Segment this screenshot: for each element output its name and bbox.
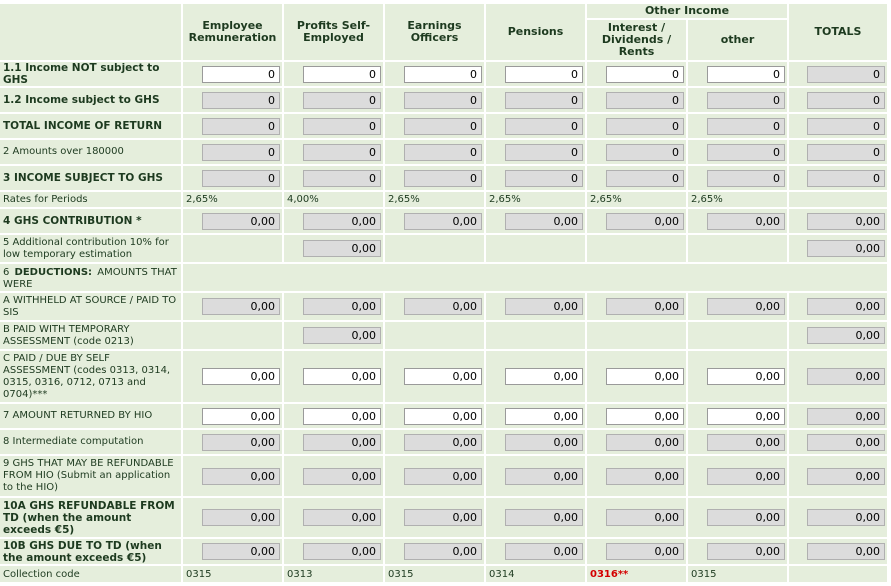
cell-2-amounts-over-180000-4	[486, 140, 585, 164]
cell-1-1-income-not-subject-to-ghs-5	[587, 62, 686, 86]
c-paid-due-by-self-assessment-codes-0313-input-1[interactable]	[202, 368, 280, 385]
cell-10b-ghs-due-to-td-when-the-amount-exceed-3	[385, 539, 484, 564]
rate-totals-empty	[789, 192, 887, 207]
cell-2-amounts-over-180000-2	[284, 140, 383, 164]
a-withheld-at-source-paid-to-sis-input-2[interactable]	[303, 298, 381, 315]
row-label: 5 Additional contribution 10% for low temporary estimation	[0, 235, 181, 262]
collection-label: Collection code	[0, 566, 181, 582]
cell-1-2-income-subject-to-ghs-2	[284, 88, 383, 112]
1-1-income-not-subject-to-ghs-input-5[interactable]	[606, 66, 684, 83]
cell-b-paid-with-temporary-assessment-code-02-2	[284, 322, 383, 349]
cell-1-1-income-not-subject-to-ghs-2	[284, 62, 383, 86]
cell-3-income-subject-to-ghs-7	[789, 166, 887, 190]
cell-8-intermediate-computation-3	[385, 430, 484, 454]
10b-ghs-due-to-td-when-the-amount-exceed-input-4[interactable]	[505, 543, 583, 560]
total-income-of-return-input-4[interactable]	[505, 118, 583, 135]
cell-10a-ghs-refundable-from-td-when-the-amou-4	[486, 498, 585, 537]
cell-total-income-of-return-2	[284, 114, 383, 138]
rate-value-2: 4,00%	[284, 192, 383, 207]
cell-7-amount-returned-by-hio-2	[284, 404, 383, 428]
cell-10b-ghs-due-to-td-when-the-amount-exceed-6	[688, 539, 787, 564]
row-label: 1.1 Income NOT subject to GHS	[0, 62, 181, 86]
9-ghs-that-may-be-refundable-from-hio-su-input-3[interactable]	[404, 468, 482, 485]
4-ghs-contribution-input-1[interactable]	[202, 213, 280, 230]
cell-10a-ghs-refundable-from-td-when-the-amou-3	[385, 498, 484, 537]
cell-total-income-of-return-4	[486, 114, 585, 138]
a-withheld-at-source-paid-to-sis-input-5[interactable]	[606, 298, 684, 315]
cell-4-ghs-contribution-6	[688, 209, 787, 233]
row-label: 10A GHS REFUNDABLE FROM TD (when the amount exceeds €5)	[0, 498, 181, 537]
1-2-income-subject-to-ghs-input-7[interactable]	[807, 92, 885, 109]
collection-totals-empty	[789, 566, 887, 582]
7-amount-returned-by-hio-input-3[interactable]	[404, 408, 482, 425]
7-amount-returned-by-hio-input-2[interactable]	[303, 408, 381, 425]
5-additional-contribution-10-for-low-tem-input-7[interactable]	[807, 240, 885, 257]
8-intermediate-computation-input-5[interactable]	[606, 434, 684, 451]
1-1-income-not-subject-to-ghs-input-7[interactable]	[807, 66, 885, 83]
cell-a-withheld-at-source-paid-to-sis-6	[688, 293, 787, 320]
10a-ghs-refundable-from-td-when-the-amou-input-5[interactable]	[606, 509, 684, 526]
row-label: 9 GHS THAT MAY BE REFUNDABLE FROM HIO (Submit an application to the HIO)	[0, 456, 181, 496]
cell-2-amounts-over-180000-3	[385, 140, 484, 164]
cell-8-intermediate-computation-2	[284, 430, 383, 454]
4-ghs-contribution-input-5[interactable]	[606, 213, 684, 230]
1-2-income-subject-to-ghs-input-3[interactable]	[404, 92, 482, 109]
1-2-income-subject-to-ghs-input-6[interactable]	[707, 92, 785, 109]
c-paid-due-by-self-assessment-codes-0313-input-7[interactable]	[807, 368, 885, 385]
10a-ghs-refundable-from-td-when-the-amou-input-4[interactable]	[505, 509, 583, 526]
cell-b-paid-with-temporary-assessment-code-02-1	[183, 322, 282, 349]
2-amounts-over-180000-input-7[interactable]	[807, 144, 885, 161]
2-amounts-over-180000-input-6[interactable]	[707, 144, 785, 161]
c-paid-due-by-self-assessment-codes-0313-input-5[interactable]	[606, 368, 684, 385]
deductions-title: DEDUCTIONS:	[14, 267, 93, 278]
2-amounts-over-180000-input-1[interactable]	[202, 144, 280, 161]
cell-7-amount-returned-by-hio-6	[688, 404, 787, 428]
10a-ghs-refundable-from-td-when-the-amou-input-2[interactable]	[303, 509, 381, 526]
cell-a-withheld-at-source-paid-to-sis-1	[183, 293, 282, 320]
3-income-subject-to-ghs-input-4[interactable]	[505, 170, 583, 187]
cell-5-additional-contribution-10-for-low-tem-6	[688, 235, 787, 262]
4-ghs-contribution-input-4[interactable]	[505, 213, 583, 230]
8-intermediate-computation-input-1[interactable]	[202, 434, 280, 451]
b-paid-with-temporary-assessment-code-02-input-7[interactable]	[807, 327, 885, 344]
c-paid-due-by-self-assessment-codes-0313-input-6[interactable]	[707, 368, 785, 385]
2-amounts-over-180000-input-5[interactable]	[606, 144, 684, 161]
10a-ghs-refundable-from-td-when-the-amou-input-1[interactable]	[202, 509, 280, 526]
total-income-of-return-input-1[interactable]	[202, 118, 280, 135]
cell-total-income-of-return-6	[688, 114, 787, 138]
row-label: 1.2 Income subject to GHS	[0, 88, 181, 112]
column-header-pensions: Pensions	[486, 4, 585, 60]
column-group-other-income: Other Income	[587, 4, 787, 18]
9-ghs-that-may-be-refundable-from-hio-su-input-7[interactable]	[807, 468, 885, 485]
7-amount-returned-by-hio-input-1[interactable]	[202, 408, 280, 425]
10b-ghs-due-to-td-when-the-amount-exceed-input-2[interactable]	[303, 543, 381, 560]
deductions-prefix: 6	[3, 267, 13, 278]
cell-1-1-income-not-subject-to-ghs-6	[688, 62, 787, 86]
cell-c-paid-due-by-self-assessment-codes-0313-6	[688, 351, 787, 402]
cell-total-income-of-return-7	[789, 114, 887, 138]
8-intermediate-computation-input-6[interactable]	[707, 434, 785, 451]
10a-ghs-refundable-from-td-when-the-amou-input-7[interactable]	[807, 509, 885, 526]
rate-value-1: 2,65%	[183, 192, 282, 207]
cell-8-intermediate-computation-1	[183, 430, 282, 454]
cell-3-income-subject-to-ghs-6	[688, 166, 787, 190]
cell-4-ghs-contribution-5	[587, 209, 686, 233]
3-income-subject-to-ghs-input-2[interactable]	[303, 170, 381, 187]
total-income-of-return-input-3[interactable]	[404, 118, 482, 135]
1-1-income-not-subject-to-ghs-input-1[interactable]	[202, 66, 280, 83]
header-corner	[0, 4, 181, 60]
rate-value-3: 2,65%	[385, 192, 484, 207]
cell-10a-ghs-refundable-from-td-when-the-amou-5	[587, 498, 686, 537]
column-header-totals: TOTALS	[789, 4, 887, 60]
column-header-interest-dividends-rents: Interest / Dividends / Rents	[587, 20, 686, 60]
cell-4-ghs-contribution-4	[486, 209, 585, 233]
10b-ghs-due-to-td-when-the-amount-exceed-input-6[interactable]	[707, 543, 785, 560]
cell-9-ghs-that-may-be-refundable-from-hio-su-7	[789, 456, 887, 496]
collection-code-6: 0315	[688, 566, 787, 582]
cell-total-income-of-return-3	[385, 114, 484, 138]
3-income-subject-to-ghs-input-6[interactable]	[707, 170, 785, 187]
cell-b-paid-with-temporary-assessment-code-02-6	[688, 322, 787, 349]
2-amounts-over-180000-input-3[interactable]	[404, 144, 482, 161]
deductions-spacer	[183, 264, 887, 291]
3-income-subject-to-ghs-input-1[interactable]	[202, 170, 280, 187]
total-income-of-return-input-7[interactable]	[807, 118, 885, 135]
cell-1-1-income-not-subject-to-ghs-4	[486, 62, 585, 86]
total-income-of-return-input-5[interactable]	[606, 118, 684, 135]
cell-c-paid-due-by-self-assessment-codes-0313-3	[385, 351, 484, 402]
9-ghs-that-may-be-refundable-from-hio-su-input-2[interactable]	[303, 468, 381, 485]
cell-5-additional-contribution-10-for-low-tem-3	[385, 235, 484, 262]
10a-ghs-refundable-from-td-when-the-amou-input-3[interactable]	[404, 509, 482, 526]
cell-4-ghs-contribution-2	[284, 209, 383, 233]
b-paid-with-temporary-assessment-code-02-input-2[interactable]	[303, 327, 381, 344]
a-withheld-at-source-paid-to-sis-input-7[interactable]	[807, 298, 885, 315]
deductions-heading	[0, 264, 181, 291]
cell-total-income-of-return-1	[183, 114, 282, 138]
cell-9-ghs-that-may-be-refundable-from-hio-su-1	[183, 456, 282, 496]
cell-10a-ghs-refundable-from-td-when-the-amou-7	[789, 498, 887, 537]
1-2-income-subject-to-ghs-input-2[interactable]	[303, 92, 381, 109]
cell-1-2-income-subject-to-ghs-6	[688, 88, 787, 112]
cell-1-2-income-subject-to-ghs-7	[789, 88, 887, 112]
c-paid-due-by-self-assessment-codes-0313-input-3[interactable]	[404, 368, 482, 385]
cell-10a-ghs-refundable-from-td-when-the-amou-2	[284, 498, 383, 537]
cell-8-intermediate-computation-7	[789, 430, 887, 454]
collection-code-4: 0314	[486, 566, 585, 582]
row-label: 4 GHS CONTRIBUTION *	[0, 209, 181, 233]
7-amount-returned-by-hio-input-7[interactable]	[807, 408, 885, 425]
8-intermediate-computation-input-2[interactable]	[303, 434, 381, 451]
cell-2-amounts-over-180000-1	[183, 140, 282, 164]
4-ghs-contribution-input-3[interactable]	[404, 213, 482, 230]
1-1-income-not-subject-to-ghs-input-4[interactable]	[505, 66, 583, 83]
cell-5-additional-contribution-10-for-low-tem-7	[789, 235, 887, 262]
cell-7-amount-returned-by-hio-4	[486, 404, 585, 428]
row-label: B PAID WITH TEMPORARY ASSESSMENT (code 0213)	[0, 322, 181, 349]
cell-1-2-income-subject-to-ghs-4	[486, 88, 585, 112]
a-withheld-at-source-paid-to-sis-input-4[interactable]	[505, 298, 583, 315]
cell-9-ghs-that-may-be-refundable-from-hio-su-4	[486, 456, 585, 496]
row-label: 10B GHS DUE TO TD (when the amount exceeds €5)	[0, 539, 181, 564]
cell-7-amount-returned-by-hio-7	[789, 404, 887, 428]
3-income-subject-to-ghs-input-3[interactable]	[404, 170, 482, 187]
row-label: TOTAL INCOME OF RETURN	[0, 114, 181, 138]
9-ghs-that-may-be-refundable-from-hio-su-input-1[interactable]	[202, 468, 280, 485]
collection-code-1: 0315	[183, 566, 282, 582]
cell-8-intermediate-computation-6	[688, 430, 787, 454]
10b-ghs-due-to-td-when-the-amount-exceed-input-5[interactable]	[606, 543, 684, 560]
cell-1-1-income-not-subject-to-ghs-1	[183, 62, 282, 86]
cell-9-ghs-that-may-be-refundable-from-hio-su-6	[688, 456, 787, 496]
8-intermediate-computation-input-7[interactable]	[807, 434, 885, 451]
cell-a-withheld-at-source-paid-to-sis-7	[789, 293, 887, 320]
cell-5-additional-contribution-10-for-low-tem-5	[587, 235, 686, 262]
7-amount-returned-by-hio-input-6[interactable]	[707, 408, 785, 425]
cell-b-paid-with-temporary-assessment-code-02-4	[486, 322, 585, 349]
collection-code-2: 0313	[284, 566, 383, 582]
cell-3-income-subject-to-ghs-4	[486, 166, 585, 190]
cell-10a-ghs-refundable-from-td-when-the-amou-1	[183, 498, 282, 537]
cell-10a-ghs-refundable-from-td-when-the-amou-6	[688, 498, 787, 537]
deductions-subtitle: AMOUNTS THAT WERE	[3, 267, 177, 290]
cell-2-amounts-over-180000-6	[688, 140, 787, 164]
cell-c-paid-due-by-self-assessment-codes-0313-2	[284, 351, 383, 402]
1-1-income-not-subject-to-ghs-input-2[interactable]	[303, 66, 381, 83]
cell-b-paid-with-temporary-assessment-code-02-5	[587, 322, 686, 349]
rates-label: Rates for Periods	[0, 192, 181, 207]
a-withheld-at-source-paid-to-sis-input-1[interactable]	[202, 298, 280, 315]
2-amounts-over-180000-input-2[interactable]	[303, 144, 381, 161]
cell-b-paid-with-temporary-assessment-code-02-3	[385, 322, 484, 349]
7-amount-returned-by-hio-input-5[interactable]	[606, 408, 684, 425]
cell-a-withheld-at-source-paid-to-sis-3	[385, 293, 484, 320]
cell-b-paid-with-temporary-assessment-code-02-7	[789, 322, 887, 349]
1-2-income-subject-to-ghs-input-4[interactable]	[505, 92, 583, 109]
cell-a-withheld-at-source-paid-to-sis-4	[486, 293, 585, 320]
cell-c-paid-due-by-self-assessment-codes-0313-4	[486, 351, 585, 402]
cell-5-additional-contribution-10-for-low-tem-4	[486, 235, 585, 262]
10a-ghs-refundable-from-td-when-the-amou-input-6[interactable]	[707, 509, 785, 526]
c-paid-due-by-self-assessment-codes-0313-input-2[interactable]	[303, 368, 381, 385]
cell-c-paid-due-by-self-assessment-codes-0313-7	[789, 351, 887, 402]
cell-1-2-income-subject-to-ghs-1	[183, 88, 282, 112]
cell-7-amount-returned-by-hio-3	[385, 404, 484, 428]
rate-value-4: 2,65%	[486, 192, 585, 207]
cell-c-paid-due-by-self-assessment-codes-0313-1	[183, 351, 282, 402]
cell-3-income-subject-to-ghs-1	[183, 166, 282, 190]
4-ghs-contribution-input-2[interactable]	[303, 213, 381, 230]
a-withheld-at-source-paid-to-sis-input-6[interactable]	[707, 298, 785, 315]
cell-2-amounts-over-180000-5	[587, 140, 686, 164]
cell-10b-ghs-due-to-td-when-the-amount-exceed-2	[284, 539, 383, 564]
cell-8-intermediate-computation-4	[486, 430, 585, 454]
cell-3-income-subject-to-ghs-2	[284, 166, 383, 190]
cell-1-2-income-subject-to-ghs-3	[385, 88, 484, 112]
cell-4-ghs-contribution-7	[789, 209, 887, 233]
cell-a-withheld-at-source-paid-to-sis-2	[284, 293, 383, 320]
1-1-income-not-subject-to-ghs-input-3[interactable]	[404, 66, 482, 83]
cell-4-ghs-contribution-1	[183, 209, 282, 233]
3-income-subject-to-ghs-input-5[interactable]	[606, 170, 684, 187]
7-amount-returned-by-hio-input-4[interactable]	[505, 408, 583, 425]
cell-7-amount-returned-by-hio-5	[587, 404, 686, 428]
cell-c-paid-due-by-self-assessment-codes-0313-5	[587, 351, 686, 402]
total-income-of-return-input-2[interactable]	[303, 118, 381, 135]
9-ghs-that-may-be-refundable-from-hio-su-input-6[interactable]	[707, 468, 785, 485]
cell-3-income-subject-to-ghs-3	[385, 166, 484, 190]
collection-code-3: 0315	[385, 566, 484, 582]
column-header-other: other	[688, 20, 787, 60]
row-label: 3 INCOME SUBJECT TO GHS	[0, 166, 181, 190]
cell-10b-ghs-due-to-td-when-the-amount-exceed-5	[587, 539, 686, 564]
column-header-earnings-officers: Earnings Officers	[385, 4, 484, 60]
rate-value-6: 2,65%	[688, 192, 787, 207]
9-ghs-that-may-be-refundable-from-hio-su-input-5[interactable]	[606, 468, 684, 485]
cell-10b-ghs-due-to-td-when-the-amount-exceed-4	[486, 539, 585, 564]
a-withheld-at-source-paid-to-sis-input-3[interactable]	[404, 298, 482, 315]
10b-ghs-due-to-td-when-the-amount-exceed-input-3[interactable]	[404, 543, 482, 560]
row-label: 2 Amounts over 180000	[0, 140, 181, 164]
cell-a-withheld-at-source-paid-to-sis-5	[587, 293, 686, 320]
collection-code-5: 0316**	[587, 566, 686, 582]
1-2-income-subject-to-ghs-input-5[interactable]	[606, 92, 684, 109]
8-intermediate-computation-input-3[interactable]	[404, 434, 482, 451]
c-paid-due-by-self-assessment-codes-0313-input-4[interactable]	[505, 368, 583, 385]
4-ghs-contribution-input-7[interactable]	[807, 213, 885, 230]
row-label: 8 Intermediate computation	[0, 430, 181, 454]
rate-value-5: 2,65%	[587, 192, 686, 207]
cell-1-2-income-subject-to-ghs-5	[587, 88, 686, 112]
2-amounts-over-180000-input-4[interactable]	[505, 144, 583, 161]
row-label: C PAID / DUE BY SELF ASSESSMENT (codes 0313, 0314, 0315, 0316, 0712, 0713 and 0704)***	[0, 351, 181, 402]
4-ghs-contribution-input-6[interactable]	[707, 213, 785, 230]
10b-ghs-due-to-td-when-the-amount-exceed-input-1[interactable]	[202, 543, 280, 560]
cell-9-ghs-that-may-be-refundable-from-hio-su-2	[284, 456, 383, 496]
cell-1-1-income-not-subject-to-ghs-7	[789, 62, 887, 86]
cell-10b-ghs-due-to-td-when-the-amount-exceed-1	[183, 539, 282, 564]
cell-5-additional-contribution-10-for-low-tem-1	[183, 235, 282, 262]
5-additional-contribution-10-for-low-tem-input-2[interactable]	[303, 240, 381, 257]
cell-total-income-of-return-5	[587, 114, 686, 138]
1-2-income-subject-to-ghs-input-1[interactable]	[202, 92, 280, 109]
cell-1-1-income-not-subject-to-ghs-3	[385, 62, 484, 86]
row-label: A WITHHELD AT SOURCE / PAID TO SIS	[0, 293, 181, 320]
3-income-subject-to-ghs-input-7[interactable]	[807, 170, 885, 187]
total-income-of-return-input-6[interactable]	[707, 118, 785, 135]
1-1-income-not-subject-to-ghs-input-6[interactable]	[707, 66, 785, 83]
8-intermediate-computation-input-4[interactable]	[505, 434, 583, 451]
9-ghs-that-may-be-refundable-from-hio-su-input-4[interactable]	[505, 468, 583, 485]
row-label: 7 AMOUNT RETURNED BY HIO	[0, 404, 181, 428]
cell-8-intermediate-computation-5	[587, 430, 686, 454]
cell-10b-ghs-due-to-td-when-the-amount-exceed-7	[789, 539, 887, 564]
cell-9-ghs-that-may-be-refundable-from-hio-su-3	[385, 456, 484, 496]
column-header-employee-remuneration: Employee Remuneration	[183, 4, 282, 60]
column-header-profits-self-employed: Profits Self-Employed	[284, 4, 383, 60]
cell-7-amount-returned-by-hio-1	[183, 404, 282, 428]
cell-4-ghs-contribution-3	[385, 209, 484, 233]
cell-5-additional-contribution-10-for-low-tem-2	[284, 235, 383, 262]
cell-3-income-subject-to-ghs-5	[587, 166, 686, 190]
cell-9-ghs-that-may-be-refundable-from-hio-su-5	[587, 456, 686, 496]
10b-ghs-due-to-td-when-the-amount-exceed-input-7[interactable]	[807, 543, 885, 560]
cell-2-amounts-over-180000-7	[789, 140, 887, 164]
